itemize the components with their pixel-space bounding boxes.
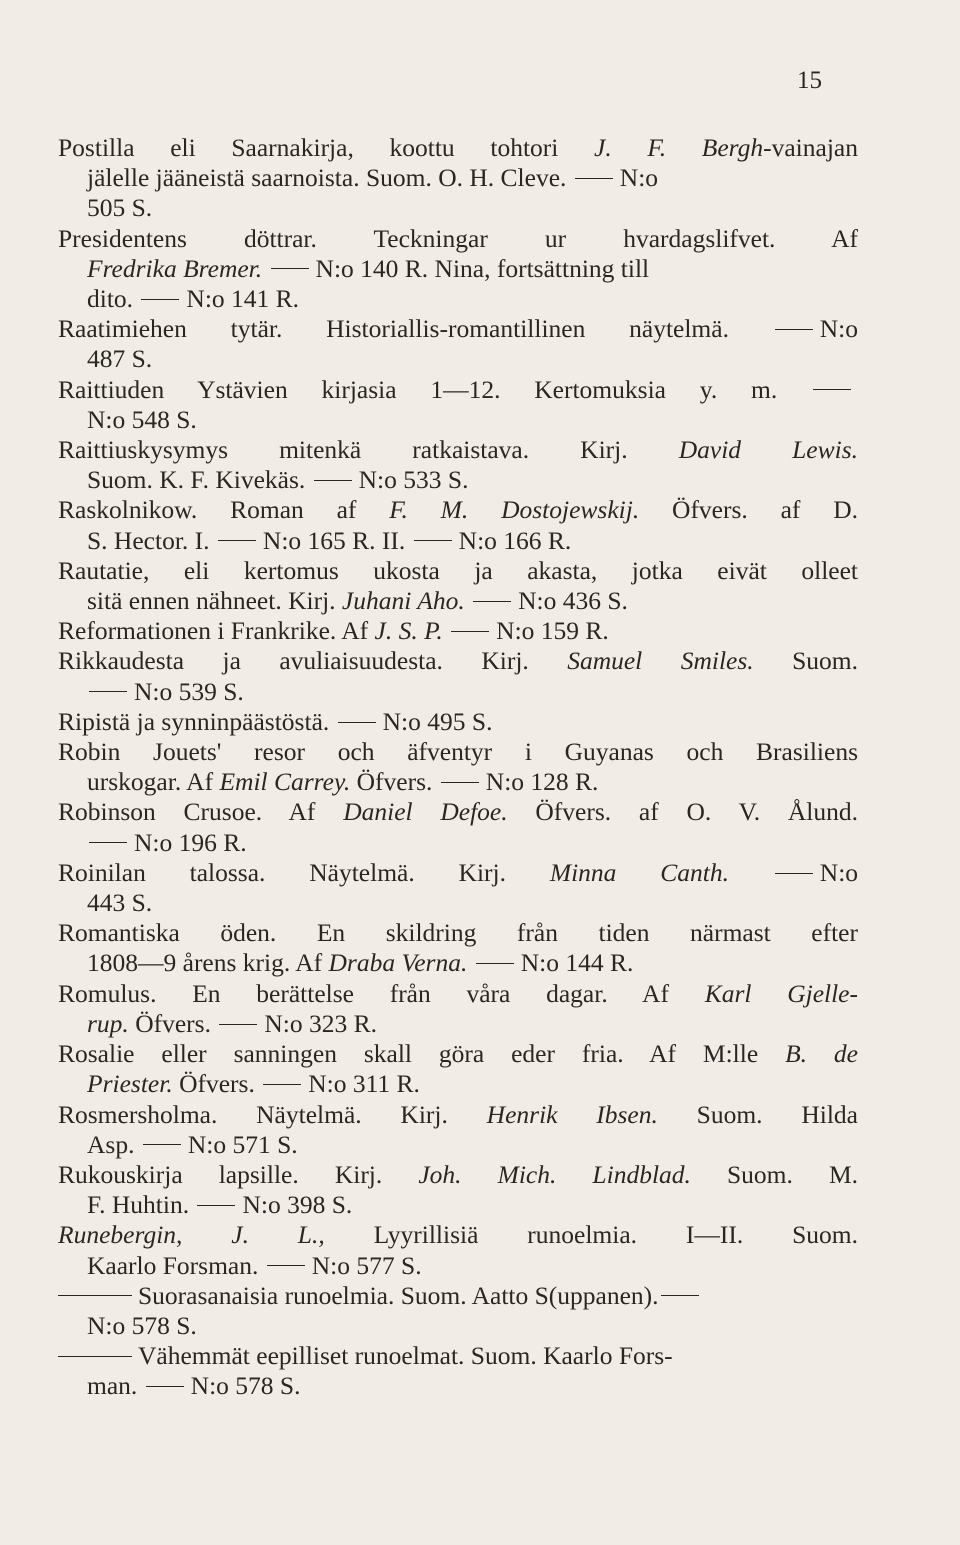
entry-line bbox=[58, 1130, 858, 1160]
entry-text: N:o 548 S. bbox=[87, 404, 197, 434]
entry-text: N:o 165 R. II. bbox=[262, 525, 412, 555]
entry-text: N:o 323 R. bbox=[264, 1008, 377, 1038]
dash-rule bbox=[414, 540, 452, 541]
dash-rule bbox=[89, 691, 127, 692]
dash-rule bbox=[473, 601, 511, 602]
catalog-entry bbox=[58, 616, 858, 646]
entry-line bbox=[58, 616, 858, 646]
entry-text: N:o 128 R. bbox=[485, 767, 599, 797]
entry-text: Öfvers. af D. bbox=[639, 495, 858, 525]
ditto-rule bbox=[58, 1295, 132, 1296]
catalog-entry bbox=[58, 133, 858, 224]
entry-text: Rautatie, eli kertomus ukosta ja akasta, jotka eivät olleet bbox=[58, 555, 858, 585]
catalog-entry bbox=[58, 435, 858, 495]
entry-line bbox=[58, 556, 858, 586]
entry-text: Suom. K. F. Kivekäs. bbox=[87, 465, 312, 495]
entry-line bbox=[58, 1160, 858, 1190]
entry-text: Öfvers. af O. V. Ålund. bbox=[507, 797, 858, 827]
entry-text: Postilla eli Saarnakirja, koottu tohtori bbox=[58, 133, 595, 162]
catalog-entry bbox=[58, 375, 858, 435]
entry-text: Reformationen i Frankrike. Af bbox=[58, 616, 375, 646]
catalog-entry bbox=[58, 495, 858, 555]
entry-text bbox=[729, 858, 773, 887]
entry-text: N:o 141 R. bbox=[186, 284, 300, 314]
entry-author: rup. bbox=[87, 1008, 129, 1038]
entry-text: 505 S. bbox=[87, 193, 153, 223]
catalog-entry bbox=[58, 1341, 858, 1401]
entry-text: Raittiuden Ystävien kirjasia 1—12. Kertomuksia y. m. bbox=[58, 374, 811, 404]
catalog-entry bbox=[58, 646, 858, 706]
entry-author: David Lewis. bbox=[678, 435, 858, 465]
entry-line bbox=[58, 737, 858, 767]
entry-text: Suom. bbox=[753, 646, 858, 676]
catalog-entry bbox=[58, 224, 858, 315]
dash-rule bbox=[451, 631, 489, 632]
dash-rule bbox=[813, 389, 851, 390]
entry-line bbox=[58, 1009, 858, 1039]
entry-author: J. F. Bergh bbox=[594, 133, 764, 162]
catalog-entry bbox=[58, 858, 858, 918]
entry-line bbox=[58, 314, 858, 344]
entry-line bbox=[58, 828, 858, 858]
entry-line bbox=[58, 1220, 858, 1250]
dash-rule bbox=[267, 1265, 305, 1266]
entry-text: N:o 166 R. bbox=[458, 525, 572, 555]
entry-line bbox=[58, 979, 858, 1009]
entry-text: Ripistä ja synninpäästöstä. bbox=[58, 706, 336, 736]
entry-text: Kaarlo Forsman. bbox=[87, 1250, 265, 1280]
entry-line bbox=[58, 1311, 858, 1341]
entry-author: Juhani Aho. bbox=[341, 586, 465, 616]
ditto-rule bbox=[58, 1356, 132, 1357]
entry-text: Vähemmät eepilliset runoelmat. Suom. Kaarlo Fors- bbox=[138, 1341, 673, 1371]
catalog-entry bbox=[58, 979, 858, 1039]
entry-text: N:o 436 S. bbox=[518, 586, 628, 616]
entry-text: N:o 578 S. bbox=[190, 1371, 301, 1401]
entry-text: Rosalie eller sanningen skall göra eder fria. Af M:lle bbox=[58, 1039, 786, 1069]
entry-text: N:o 533 S. bbox=[358, 465, 469, 495]
entry-text: Öfvers. bbox=[172, 1069, 262, 1099]
entry-text: man. bbox=[87, 1371, 144, 1401]
entry-author: Draba Verna. bbox=[328, 948, 468, 978]
dash-rule bbox=[146, 1386, 184, 1387]
entry-line bbox=[58, 1190, 858, 1220]
entry-text bbox=[443, 616, 449, 645]
entry-text: N:o 571 S. bbox=[187, 1129, 298, 1159]
dash-rule bbox=[141, 299, 179, 300]
dash-rule bbox=[89, 842, 127, 843]
entry-text: Robin Jouets' resor och äfventyr i Guyanas och Brasiliens bbox=[58, 737, 858, 767]
entry-text: N:o bbox=[819, 314, 858, 344]
entry-line bbox=[58, 375, 858, 405]
entry-text: Öfvers. bbox=[350, 767, 439, 797]
entry-text: N:o bbox=[619, 163, 659, 193]
entry-author: Minna Canth. bbox=[549, 857, 729, 887]
entry-text: Rukouskirja lapsille. Kirj. bbox=[58, 1159, 419, 1189]
entry-text: 443 S. bbox=[87, 888, 153, 918]
dash-rule bbox=[143, 1144, 181, 1145]
catalog-entry bbox=[58, 918, 858, 978]
entry-author: Fredrika Bremer. bbox=[87, 253, 263, 283]
entry-author: Samuel Smiles. bbox=[567, 646, 754, 676]
dash-rule bbox=[314, 480, 352, 481]
entry-author: Priester. bbox=[87, 1069, 173, 1099]
entry-text bbox=[467, 948, 473, 977]
entry-line bbox=[58, 1100, 858, 1130]
catalog-entry bbox=[58, 1281, 858, 1341]
catalog-entry bbox=[58, 707, 858, 737]
entry-line bbox=[58, 707, 858, 737]
entry-text bbox=[262, 254, 268, 283]
entry-line bbox=[58, 1371, 858, 1401]
catalog-entry bbox=[58, 1220, 858, 1280]
entry-line bbox=[58, 405, 858, 435]
entry-author: Joh. Mich. Lindblad. bbox=[418, 1159, 691, 1189]
catalog-entry bbox=[58, 314, 858, 374]
entry-line bbox=[58, 344, 858, 374]
catalog-entry bbox=[58, 556, 858, 616]
entry-text: Lyyrillisiä runoelmia. I—II. Suom. bbox=[324, 1220, 859, 1250]
entry-text: Roinilan talossa. Näytelmä. Kirj. bbox=[58, 857, 550, 887]
catalog-entries bbox=[58, 133, 858, 1402]
entry-line bbox=[58, 767, 858, 797]
entry-line bbox=[58, 1341, 858, 1371]
dash-rule bbox=[775, 873, 813, 874]
catalog-entry bbox=[58, 1039, 858, 1099]
entry-text: jälelle jääneistä saarnoista. Suom. O. H. Cleve. bbox=[87, 163, 573, 193]
entry-text: N:o 159 R. bbox=[496, 616, 609, 646]
entry-text: Öfvers. bbox=[128, 1008, 218, 1038]
catalog-entry bbox=[58, 1160, 858, 1220]
entry-author: Emil Carrey. bbox=[219, 767, 351, 797]
entry-text: N:o 539 S. bbox=[134, 676, 244, 706]
entry-author: J. S. P. bbox=[374, 616, 443, 646]
entry-line bbox=[58, 435, 858, 465]
entry-author: Daniel Defoe. bbox=[343, 797, 508, 827]
entry-text: Suom. M. bbox=[690, 1159, 858, 1189]
catalog-entry bbox=[58, 1100, 858, 1160]
dash-rule bbox=[263, 1084, 301, 1085]
dash-rule bbox=[775, 329, 813, 330]
entry-line bbox=[58, 193, 858, 223]
entry-line bbox=[58, 646, 858, 676]
entry-line bbox=[58, 224, 858, 254]
page-number: 15 bbox=[797, 67, 822, 94]
entry-text: N:o 398 S. bbox=[242, 1190, 353, 1220]
dash-rule bbox=[197, 1205, 235, 1206]
entry-line bbox=[58, 1039, 858, 1069]
entry-text: N:o 144 R. bbox=[520, 948, 634, 978]
entry-text: sitä ennen nähneet. Kirj. bbox=[87, 586, 342, 616]
entry-text: -vainajan bbox=[763, 133, 858, 162]
entry-text: S. Hector. I. bbox=[87, 525, 216, 555]
entry-text: Raskolnikow. Roman af bbox=[58, 495, 390, 525]
entry-line bbox=[58, 797, 858, 827]
catalog-entry bbox=[58, 797, 858, 857]
catalog-entry bbox=[58, 737, 858, 797]
entry-line bbox=[58, 163, 858, 193]
entry-text bbox=[465, 586, 471, 615]
entry-author: F. M. Dostojewskij. bbox=[389, 495, 640, 525]
entry-text: Suom. Hilda bbox=[657, 1099, 858, 1129]
entry-author: B. de bbox=[785, 1039, 858, 1069]
entry-text: N:o bbox=[819, 857, 859, 887]
entry-text: N:o 311 R. bbox=[308, 1069, 420, 1099]
entry-line bbox=[58, 1281, 858, 1311]
entry-line bbox=[58, 526, 858, 556]
entry-line bbox=[58, 918, 858, 948]
dash-rule bbox=[476, 963, 514, 964]
dash-rule bbox=[575, 178, 613, 179]
entry-text: N:o 495 S. bbox=[382, 706, 493, 736]
entry-line bbox=[58, 586, 858, 616]
entry-text: Presidentens döttrar. Teckningar ur hvardagslifvet. Af bbox=[58, 223, 858, 253]
entry-line bbox=[58, 254, 858, 284]
dash-rule bbox=[661, 1295, 699, 1296]
dash-rule bbox=[441, 782, 479, 783]
entry-text: Rikkaudesta ja avuliaisuudesta. Kirj. bbox=[58, 646, 568, 676]
entry-text: Romulus. En berättelse från våra dagar. Af bbox=[58, 978, 705, 1008]
entry-line bbox=[58, 677, 858, 707]
entry-text: 487 S. bbox=[87, 344, 153, 374]
entry-text: F. Huhtin. bbox=[87, 1190, 196, 1220]
entry-line bbox=[58, 888, 858, 918]
entry-line bbox=[58, 1251, 858, 1281]
entry-line bbox=[58, 948, 858, 978]
dash-rule bbox=[338, 722, 376, 723]
entry-text: N:o 577 S. bbox=[311, 1250, 422, 1280]
entry-text: urskogar. Af bbox=[87, 767, 220, 797]
entry-line bbox=[58, 284, 858, 314]
entry-text: Robinson Crusoe. Af bbox=[58, 797, 344, 827]
entry-author: Runebergin, J. L., bbox=[58, 1220, 325, 1250]
entry-line bbox=[58, 133, 858, 163]
entry-text: 1808—9 årens krig. Af bbox=[87, 948, 329, 978]
entry-text: N:o 578 S. bbox=[87, 1310, 197, 1340]
entry-text: Suorasanaisia runoelmia. Suom. Aatto S(uppanen). bbox=[138, 1280, 659, 1310]
entry-text: N:o 196 R. bbox=[134, 827, 247, 857]
entry-line bbox=[58, 858, 858, 888]
entry-text: Rosmersholma. Näytelmä. Kirj. bbox=[58, 1099, 487, 1129]
entry-text: Romantiska öden. En skildring från tiden närmast efter bbox=[58, 918, 858, 948]
dash-rule bbox=[219, 1024, 257, 1025]
entry-line bbox=[58, 465, 858, 495]
entry-text: Asp. bbox=[87, 1129, 141, 1159]
entry-line bbox=[58, 1069, 858, 1099]
dash-rule bbox=[271, 268, 309, 269]
entry-author: Henrik Ibsen. bbox=[486, 1099, 658, 1129]
entry-text: Raatimiehen tytär. Historiallis-romantillinen näytelmä. bbox=[58, 314, 773, 344]
entry-line bbox=[58, 495, 858, 525]
entry-text: Raittiuskysymys mitenkä ratkaistava. Kirj. bbox=[58, 435, 679, 465]
entry-author: Karl Gjelle- bbox=[704, 978, 858, 1008]
entry-text: dito. bbox=[87, 284, 140, 314]
dash-rule bbox=[218, 540, 256, 541]
entry-text: N:o 140 R. Nina, fortsättning till bbox=[315, 253, 650, 283]
